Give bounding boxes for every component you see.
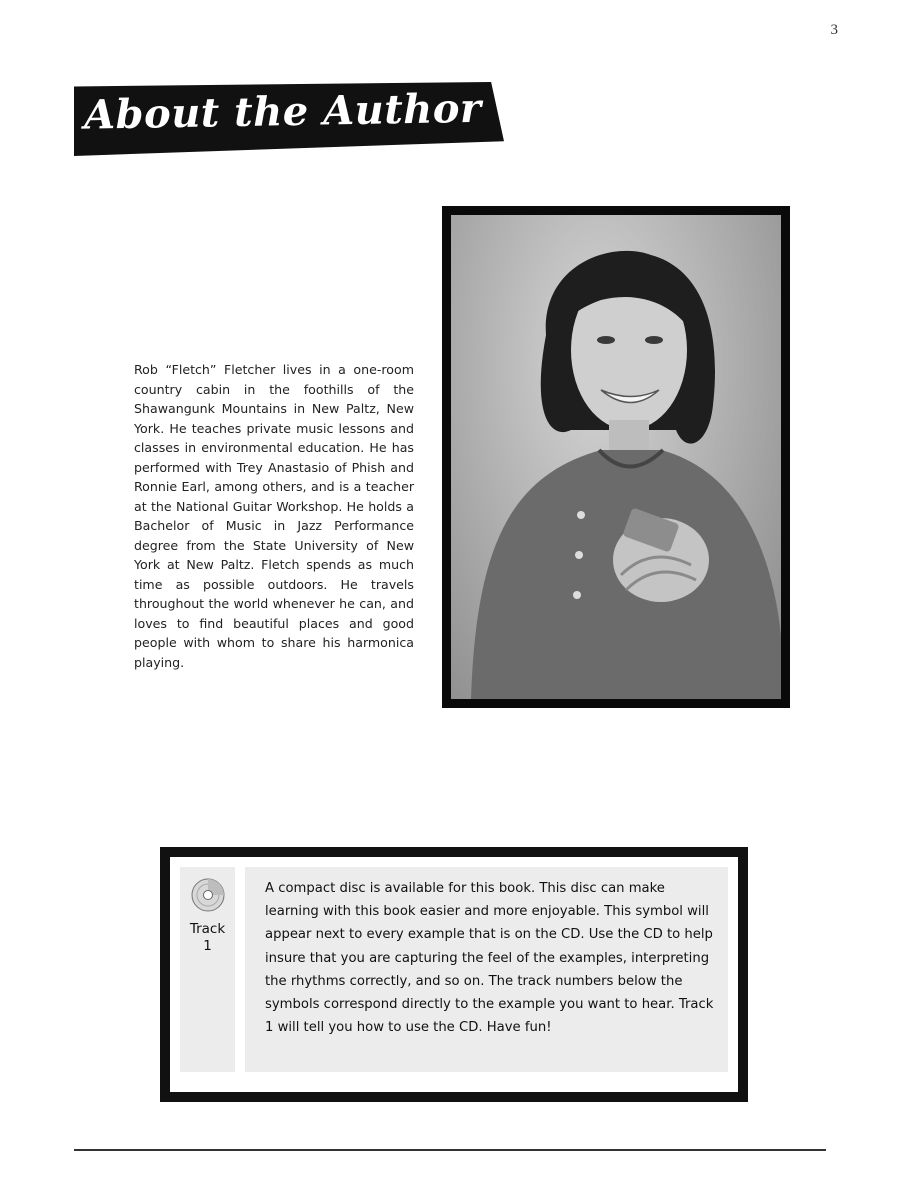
page-title: About the Author [83, 84, 482, 139]
author-photo-frame [442, 206, 790, 708]
cd-icon [190, 877, 226, 913]
author-photo [451, 215, 781, 699]
track-symbol [180, 867, 235, 1072]
track-word: Track [189, 921, 226, 937]
author-portrait-illustration [451, 215, 781, 699]
cd-notice-text: A compact disc is available for this book. This disc can make learning with this book easier and more enjoyable. This symbol will appear next to every example that is on the CD. Use the CD to help insure that you are capturing the feel of the examples, interpreting the rhythms correctly, and so on. The track numbers below the symbols correspond directly to the example you want to hear. Track 1 will tell you how to use the CD. Have fun! [245, 867, 728, 1072]
author-bio: Rob “Fletch” Fletcher lives in a one-room country cabin in the foothills of the Shawangunk Mountains in New Paltz, New York. He teaches private music lessons and classes in environmental education. He has performed with Trey Anastasio of Phish and Ronnie Earl, among others, and is a teacher at the National Guitar Workshop. He holds a Bachelor of Music in Jazz Performance degree from the State University of New York at New Paltz. Fletch spends as much time as possible outdoors. He travels throughout the world whenever he can, and loves to find beautiful places and good people with whom to share his harmonica playing. [134, 362, 414, 670]
cd-notice-box [160, 847, 748, 1102]
page-number: 3 [830, 22, 838, 38]
footer-rule [74, 1149, 826, 1151]
cd-notice-inner [170, 857, 738, 1092]
track-number: 1 [203, 938, 212, 954]
